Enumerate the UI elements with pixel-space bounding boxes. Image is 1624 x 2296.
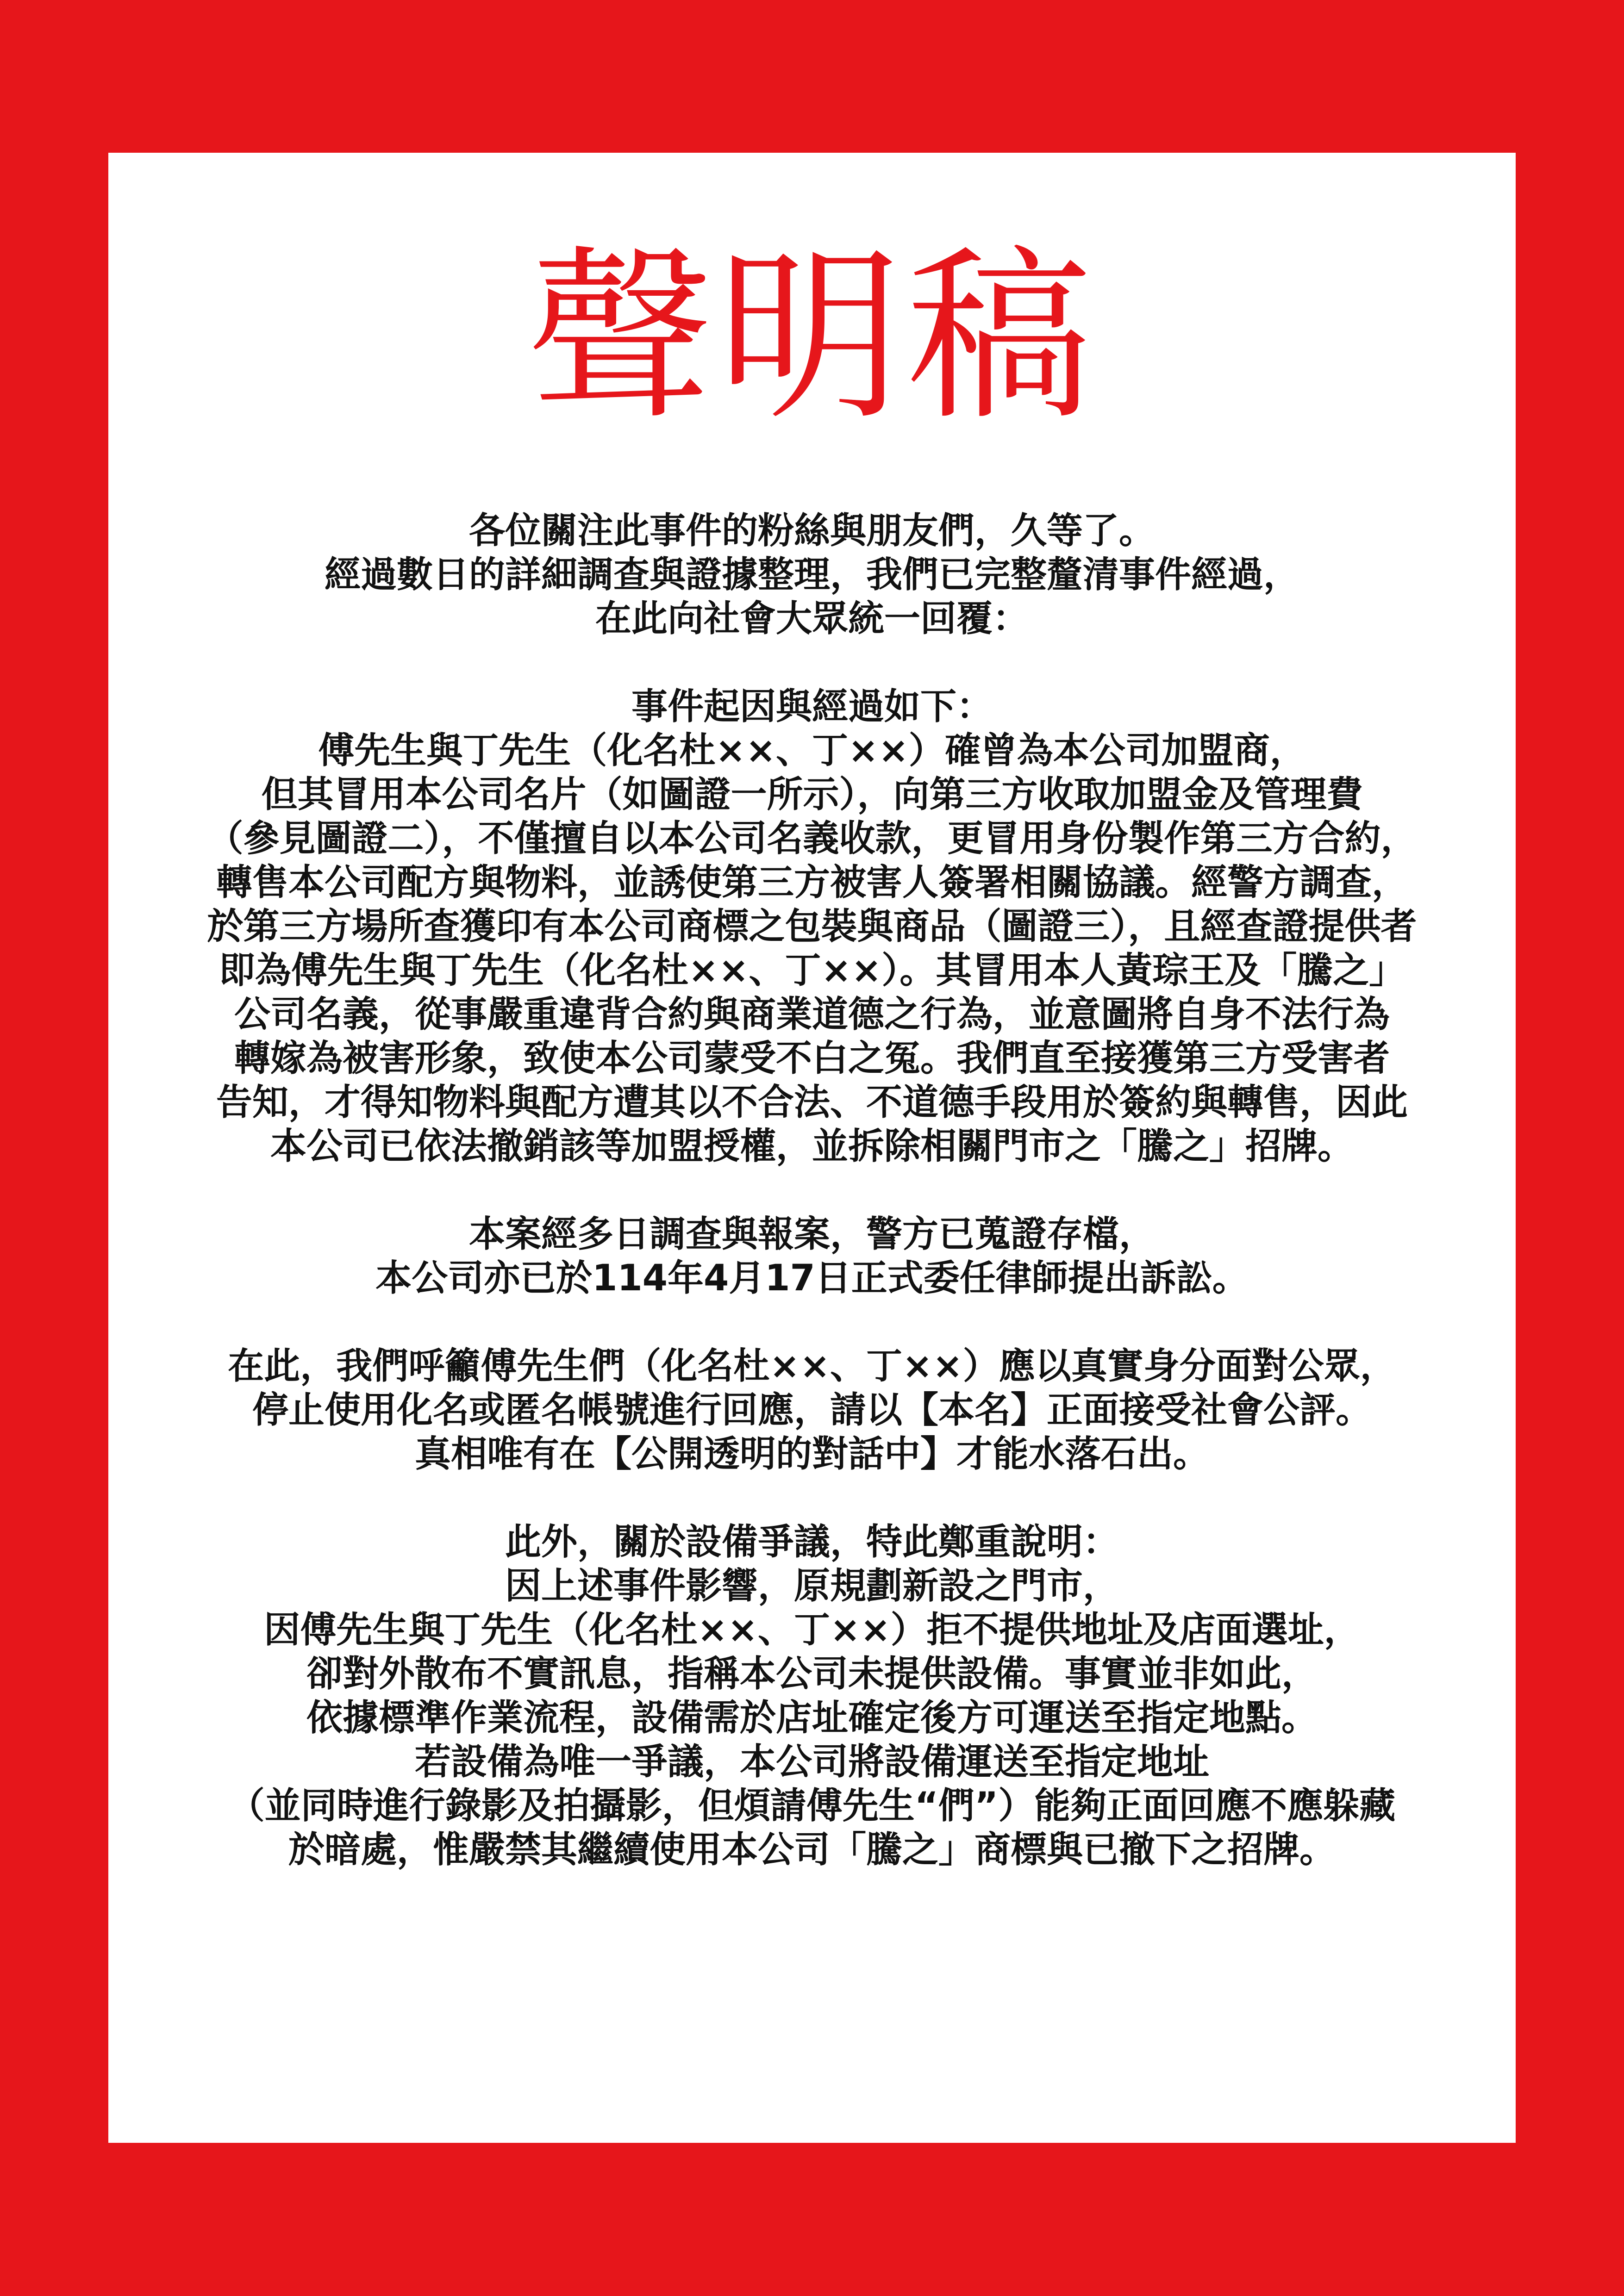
text-line: 各位關注此事件的粉絲與朋友們，久等了。 (468, 510, 1155, 552)
text-line: 本公司已依法撤銷該等加盟授權，並拆除相關門市之「騰之」招牌。 (270, 1126, 1354, 1167)
text-line: （並同時進行錄影及拍攝影，但煩請傅先生“們”）能夠正面回應不應躲藏 (228, 1785, 1396, 1827)
text-line: 在此向社會大眾統一回覆： (595, 598, 1029, 640)
text-line: 在此，我們呼籲傅先生們（化名杜××、丁××）應以真實身分面對公眾， (228, 1345, 1396, 1387)
text-line: 但其冒用本公司名片（如圖證一所示），向第三方收取加盟金及管理費 (261, 774, 1363, 815)
statement-paper (108, 153, 1516, 2143)
text-line: 於第三方場所查獲印有本公司商標之包裝與商品（圖證三），且經查證提供者 (207, 906, 1417, 947)
text-line: （參見圖證二），不僅擅自以本公司名義收款，更冒用身份製作第三方合約， (207, 818, 1417, 859)
text-line: 依據標準作業流程，設備需於店址確定後方可運送至指定地點。 (306, 1697, 1318, 1739)
text-line: 經過數日的詳細調查與證據整理，我們已完整釐清事件經過， (324, 554, 1299, 596)
text-line: 此外，關於設備爭議，特此鄭重說明： (505, 1521, 1119, 1563)
paragraph-equipment-dispute (136, 1520, 1488, 1872)
paragraph-greeting (136, 509, 1488, 641)
paragraph-legal-action (136, 1213, 1488, 1300)
text-line: 停止使用化名或匿名帳號進行回應，請以【本名】正面接受社會公評。 (252, 1389, 1372, 1431)
statement-body (136, 509, 1488, 1872)
text-line: 轉售本公司配方與物料，並誘使第三方被害人簽署相關協議。經警方調查， (216, 862, 1408, 903)
text-line: 事件起因與經過如下： (631, 686, 993, 728)
text-line: 本案經多日調查與報案，警方已蒐證存檔， (468, 1213, 1155, 1255)
text-line: 本公司亦已於114年4月17日正式委任律師提出訴訟。 (375, 1257, 1249, 1299)
text-line: 真相唯有在【公開透明的對話中】才能水落石出。 (414, 1433, 1209, 1475)
page-title: 聲明稿 (527, 230, 1097, 445)
text-line: 卻對外散布不實訊息，指稱本公司未提供設備。事實並非如此， (306, 1653, 1318, 1695)
text-line: 因上述事件影響，原規劃新設之門市， (505, 1565, 1119, 1607)
paragraph-appeal (136, 1344, 1488, 1476)
text-line: 公司名義，從事嚴重違背合約與商業道德之行為，並意圖將自身不法行為 (234, 994, 1390, 1035)
text-line: 即為傅先生與丁先生（化名杜××、丁××）。其冒用本人黃琮王及「騰之」 (219, 950, 1405, 991)
text-line: 傅先生與丁先生（化名杜××、丁××）確曾為本公司加盟商， (318, 730, 1306, 772)
paragraph-incident (136, 685, 1488, 1169)
text-line: 於暗處，惟嚴禁其繼續使用本公司「騰之」商標與已撤下之招牌。 (288, 1829, 1336, 1871)
text-line: 告知，才得知物料與配方遭其以不合法、不道德手段用於簽約與轉售，因此 (216, 1082, 1408, 1123)
text-line: 若設備為唯一爭議，本公司將設備運送至指定地址 (414, 1741, 1209, 1783)
text-line: 因傅先生與丁先生（化名杜××、丁××）拒不提供地址及店面選址， (264, 1609, 1360, 1651)
text-line: 轉嫁為被害形象，致使本公司蒙受不白之冤。我們直至接獲第三方受害者 (234, 1038, 1390, 1079)
